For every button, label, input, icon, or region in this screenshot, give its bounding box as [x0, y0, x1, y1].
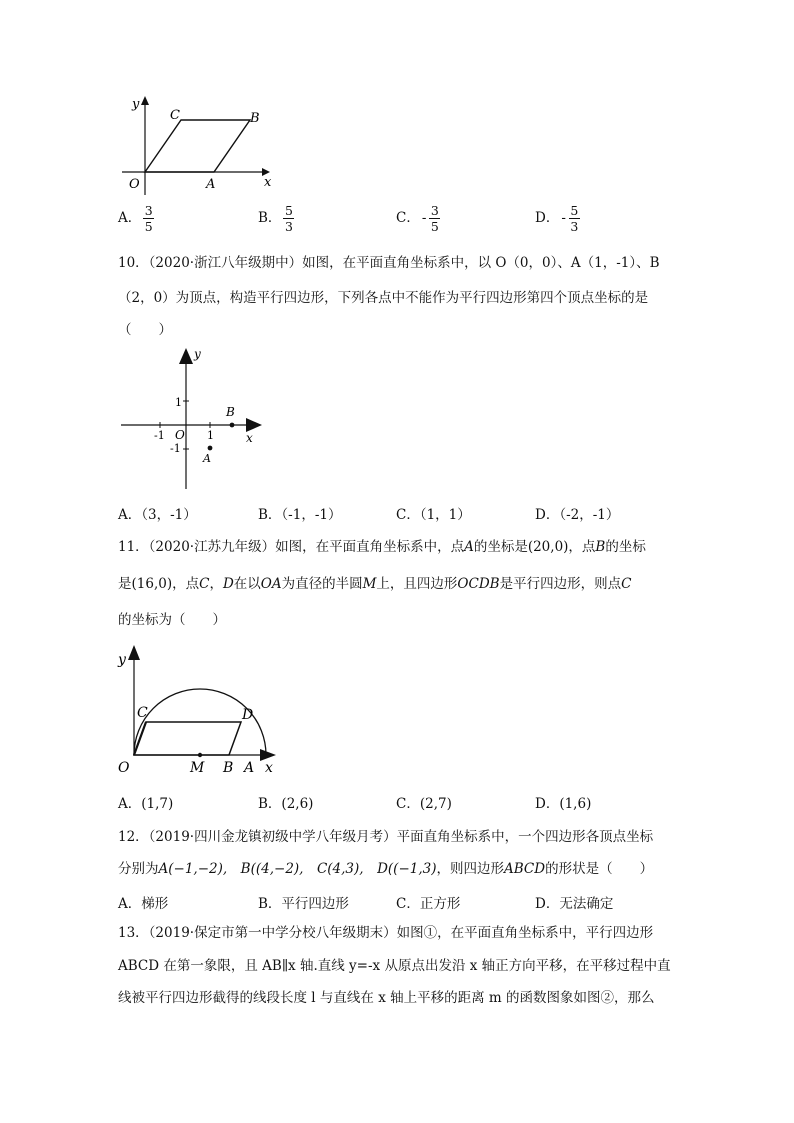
label-one-x: 1 — [207, 429, 214, 442]
label-y: y — [194, 347, 201, 361]
label-b: B — [226, 405, 235, 419]
fraction: $\frac{5}{3}$ — [570, 203, 579, 234]
q12-line1: 12．（2019·四川金龙镇初级中学八年级月考）平面直角坐标系中，一个四边形各顶点坐标 — [118, 829, 654, 845]
q9-option-b[interactable]: B． $\frac{5}{3}$ — [258, 203, 293, 234]
q10-figure — [118, 344, 283, 492]
q11-option-c[interactable]: C．(2,7) — [396, 796, 452, 812]
q12-line2: 分别为A(−1,−2), B((4,−2), C(4,3), D((−1,3)，则四边形ABCD的形状是（ ） — [118, 861, 654, 877]
q9-option-c[interactable]: C． - $\frac{3}{5}$ — [396, 203, 439, 234]
y-arrow — [179, 348, 193, 364]
q13-line2: ABCD 在第一象限，且 AB∥x 轴.直线 y=-x 从原点出发沿 x 轴正方向平移，在平移过程中直 — [118, 958, 671, 974]
q11-line3: 的坐标为（ ） — [118, 612, 226, 628]
label-b: B — [250, 111, 260, 126]
point-a — [208, 446, 213, 451]
q12-option-b[interactable]: B．平行四边形 — [258, 896, 349, 912]
label-neg-one-y: -1 — [170, 442, 181, 455]
fraction: $\frac{5}{3}$ — [284, 203, 293, 234]
fraction: $\frac{3}{5}$ — [144, 203, 153, 234]
q11-option-b[interactable]: B．(2,6) — [258, 796, 314, 812]
label-a: A — [203, 452, 211, 465]
q10-option-c[interactable]: C．（1，1） — [396, 507, 471, 523]
q13-line3: 线被平行四边形截得的线段长度 l 与直线在 x 轴上平移的距离 m 的函数图象如图②，那么 — [118, 990, 655, 1006]
fraction: $\frac{3}{5}$ — [430, 203, 439, 234]
label-x: x — [264, 175, 272, 190]
label-y: y — [118, 652, 126, 668]
parallelogram-ocdb — [134, 722, 241, 755]
q11-figure — [114, 642, 284, 778]
label-o: O — [129, 177, 140, 192]
y-arrow — [128, 645, 140, 660]
label-c: C — [137, 705, 148, 721]
q10-line1: 10．（2020·浙江八年级期中）如图，在平面直角坐标系中，以 O（0，0）、A（1，-1）、B — [118, 255, 660, 271]
q9-figure — [118, 92, 283, 202]
q11-option-a[interactable]: A．(1,7) — [118, 796, 174, 812]
label-neg-one-x: -1 — [154, 429, 165, 442]
label-o: O — [118, 760, 130, 776]
x-arrow — [246, 418, 262, 432]
q10-option-a[interactable]: A．（3，-1） — [118, 507, 197, 523]
label-x: x — [265, 760, 273, 776]
label-a: A — [244, 760, 255, 776]
label-b: B — [223, 760, 234, 776]
point-m — [198, 753, 202, 757]
q9-option-d[interactable]: D． - $\frac{5}{3}$ — [535, 203, 579, 234]
label-d: D — [242, 707, 254, 723]
q10-line2: （2，0）为顶点，构造平行四边形，下列各点中不能作为平行四边形第四个顶点坐标的是 — [118, 290, 649, 306]
q13-line1: 13．（2019·保定市第一中学分校八年级期末）如图①，在平面直角坐标系中，平行四边形 — [118, 925, 654, 941]
label-one-y: 1 — [175, 396, 182, 409]
q10-option-d[interactable]: D．（-2，-1） — [535, 507, 620, 523]
q12-option-c[interactable]: C．正方形 — [396, 896, 461, 912]
label-y: y — [132, 97, 140, 112]
label-x: x — [246, 431, 253, 445]
label-o: O — [175, 428, 185, 442]
parallelogram-ocba — [145, 120, 250, 172]
q12-option-a[interactable]: A．梯形 — [118, 896, 169, 912]
q12-option-d[interactable]: D．无法确定 — [535, 896, 614, 912]
y-arrow — [141, 96, 149, 105]
label-m: M — [190, 760, 205, 776]
q10-line3: （ ） — [118, 322, 172, 338]
q9-option-a[interactable]: A． $\frac{3}{5}$ — [118, 203, 153, 234]
q10-option-b[interactable]: B．（-1，-1） — [258, 507, 342, 523]
label-a: A — [206, 177, 216, 192]
q11-option-d[interactable]: D．(1,6) — [535, 796, 592, 812]
q11-line2: 是(16,0)，点C，D在以OA为直径的半圆M上，且四边形OCDB是平行四边形，则点C — [118, 576, 632, 592]
q11-line1: 11．（2020·江苏九年级）如图，在平面直角坐标系中，点A的坐标是(20,0)，点B的坐标 — [118, 539, 646, 555]
label-c: C — [170, 108, 180, 123]
point-b — [230, 423, 235, 428]
